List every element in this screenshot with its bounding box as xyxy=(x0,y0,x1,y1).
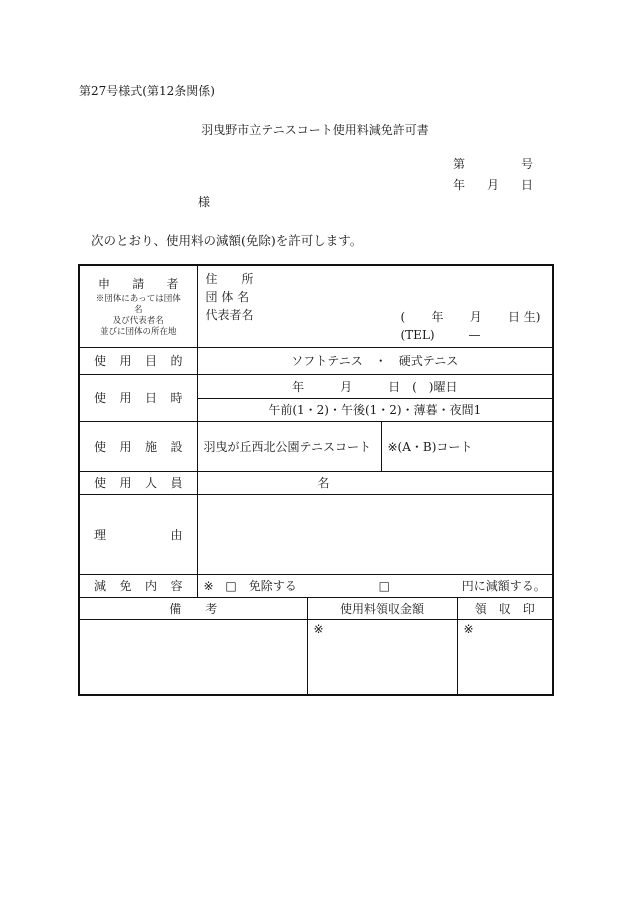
remarks-label: 備 考 xyxy=(79,597,307,619)
document-date xyxy=(453,176,533,193)
date-month: 月 xyxy=(486,178,499,192)
document-number xyxy=(453,155,533,172)
date-field[interactable]: 年 月 日 ( )曜日 xyxy=(197,374,553,398)
purpose-row xyxy=(79,347,553,374)
birth-date xyxy=(401,308,541,326)
people-label-char: 人 xyxy=(144,476,157,490)
permit-table xyxy=(78,264,554,696)
telephone xyxy=(401,326,481,344)
time-slot-field[interactable]: 午前(1・2)・午後(1・2)・薄暮・夜間1 xyxy=(197,398,553,421)
purpose-label xyxy=(79,347,197,374)
facility-name: 羽曳が丘西北公園テニスコート xyxy=(197,421,381,471)
applicant-note xyxy=(94,294,183,338)
facility-label-char: 施 xyxy=(144,439,157,454)
reason-field[interactable] xyxy=(197,494,553,574)
birth-year: 年 xyxy=(431,310,444,324)
address-label: 住 所 xyxy=(205,272,254,286)
applicant-label-char: 申 xyxy=(98,276,111,291)
facility-label-char: 用 xyxy=(119,439,132,454)
applicant-label xyxy=(79,265,197,347)
purpose-label-char: 使 xyxy=(94,354,107,368)
reduction-mark: ※ xyxy=(203,579,214,593)
footer-body-row xyxy=(79,619,553,695)
people-label-char: 員 xyxy=(170,476,183,490)
reason-label xyxy=(79,494,197,574)
reduction-label-char: 容 xyxy=(170,579,183,593)
document-title: 羽曳野市立テニスコート使用料減免許可書 xyxy=(201,123,429,137)
receipt-mark: ※ xyxy=(463,621,474,636)
form-number: 第27号様式(第12条関係) xyxy=(79,84,215,98)
people-row xyxy=(79,471,553,494)
tel-label: (TEL) xyxy=(400,328,435,342)
purpose-label-char: 的 xyxy=(170,354,183,368)
remarks-field[interactable] xyxy=(79,619,307,695)
datetime-label-char: 使 xyxy=(94,391,107,405)
facility-row xyxy=(79,421,553,471)
doc-no-left: 第 xyxy=(453,157,466,171)
purpose-value[interactable]: ソフトテニス ・ 硬式テニス xyxy=(197,347,553,374)
facility-label xyxy=(79,421,197,471)
datetime-label-char: 時 xyxy=(170,391,183,405)
birth-month: 月 xyxy=(469,310,482,324)
recipient-suffix: 様 xyxy=(198,195,211,209)
exemption-checkbox[interactable]: □ 免除する xyxy=(225,579,297,593)
applicant-details[interactable] xyxy=(197,265,553,347)
reason-label-char: 由 xyxy=(170,527,183,542)
applicant-label-char: 請 xyxy=(132,276,145,291)
court-selection[interactable]: ※(A・B)コート xyxy=(381,421,553,471)
reduction-checkbox[interactable]: □ xyxy=(378,579,390,593)
date-year: 年 xyxy=(453,178,466,192)
intro-text: 次のとおり、使用料の減額(免除)を許可します。 xyxy=(91,233,363,248)
reduction-label-char: 免 xyxy=(119,579,132,593)
applicant-note-line: 及び代表者名 xyxy=(112,315,164,326)
applicant-note-line: 並びに団体の所在地 xyxy=(99,326,177,337)
reduction-label-char: 減 xyxy=(94,579,107,593)
reduction-label-char: 内 xyxy=(144,579,157,593)
people-label xyxy=(79,471,197,494)
reduction-label xyxy=(79,574,197,597)
applicant-row xyxy=(79,265,553,347)
people-label-char: 用 xyxy=(119,476,132,490)
facility-label-char: 使 xyxy=(94,439,107,454)
datetime-label-char: 日 xyxy=(144,391,157,405)
footer-header-row xyxy=(79,597,553,619)
fee-mark: ※ xyxy=(313,621,324,636)
receipt-stamp-field[interactable] xyxy=(457,619,553,695)
datetime-label-char: 用 xyxy=(119,391,132,405)
datetime-label xyxy=(79,374,197,421)
people-unit: 名 xyxy=(317,476,330,490)
reduction-row xyxy=(79,574,553,597)
birth-open: ( xyxy=(400,310,406,324)
people-count-field[interactable] xyxy=(197,471,553,494)
reduction-amount-text: 円に減額する。 xyxy=(461,579,546,593)
purpose-label-char: 用 xyxy=(119,354,132,368)
applicant-label-char: 者 xyxy=(166,276,179,291)
facility-label-char: 設 xyxy=(170,439,183,454)
reduction-content xyxy=(197,574,553,597)
doc-no-right: 号 xyxy=(520,157,533,171)
fee-label: 使用料領収金額 xyxy=(307,597,457,619)
purpose-label-char: 目 xyxy=(144,354,157,368)
tel-dash: — xyxy=(468,328,481,342)
representative-label: 代表者名 xyxy=(205,308,254,322)
date-day: 日 xyxy=(520,178,533,192)
birth-day: 日 生) xyxy=(507,310,541,324)
group-name-label: 団 体 名 xyxy=(205,290,250,304)
fee-field[interactable] xyxy=(307,619,457,695)
reason-label-char: 理 xyxy=(94,527,107,542)
people-label-char: 使 xyxy=(94,476,107,490)
datetime-row xyxy=(79,374,553,398)
applicant-note-line: ※団体にあっては団体名 xyxy=(95,293,181,315)
reason-row xyxy=(79,494,553,574)
receipt-label: 領 収 印 xyxy=(457,597,553,619)
